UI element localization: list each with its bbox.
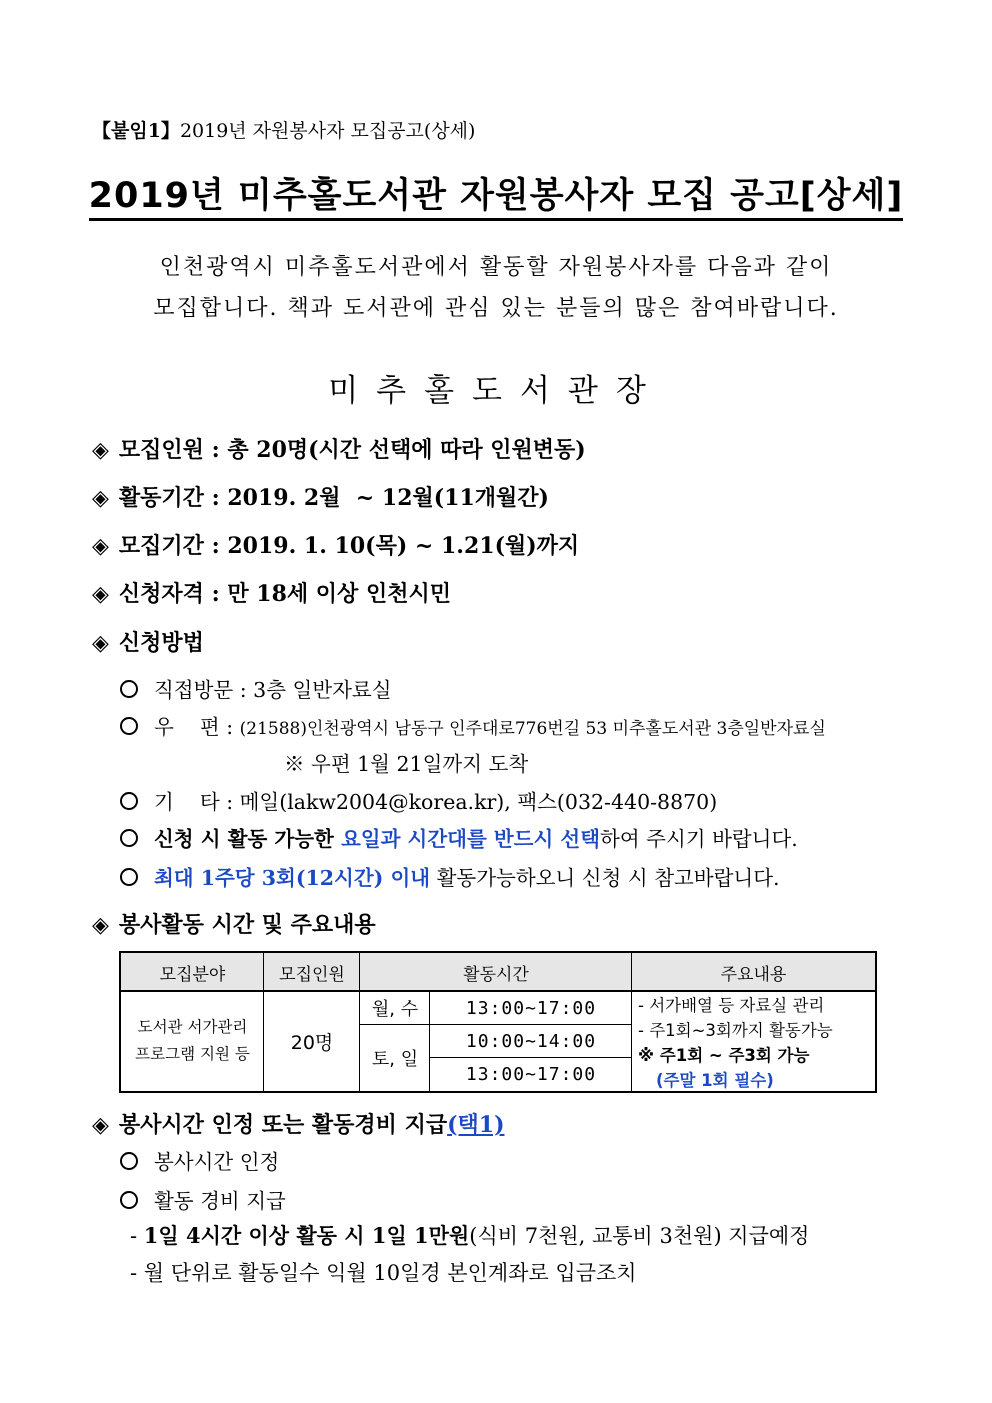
circle-bullet-icon [120,1191,138,1209]
notice-highlight: 최대 1주당 3회(12시간) 이내 [154,866,431,890]
benefit-detail-amount: - 1일 4시간 이상 활동 시 1일 1만원(식비 7천원, 교통비 3천원) 지급예정 [130,1223,810,1248]
table-time-row: 13:00~17:00 [465,997,597,1019]
method-visit: 직접방문 : 3층 일반자료실 [120,673,392,703]
table-time-row: 13:00~17:00 [465,1064,597,1085]
benefit-option-hours: 봉사시간 인정 [120,1145,279,1175]
table-content-cell: - 서가배열 등 자료실 관리 - 주1회~3회까지 활동가능 ※ 주1회 ~ 주3회 가능 (주말 1회 필수) [638,996,833,1090]
benefit-detail-payment: - 월 단위로 활동일수 익월 10일경 본인계좌로 입금조치 [130,1261,637,1285]
item-recruit-period: ◈ 모집기간 : 2019. 1. 10(목) ~ 1.21(월)까지 [92,533,580,559]
attachment-text: 2019년 자원봉사자 모집공고(상세) [179,120,476,142]
item-recruit: ◈ 모집인원 : 총 20명(시간 선택에 따라 인원변동) [92,437,586,463]
table-divider [429,991,430,1091]
method-etc: 기 타 : 메일(lakw2004@korea.kr), 팩스(032-440-8870) [120,785,717,815]
circle-bullet-icon [120,792,138,810]
table-header-time: 활동시간 [360,953,632,991]
diamond-icon: ◈ [92,485,109,511]
attachment-bracket: 【붙임1】 [92,120,180,142]
schedule-table [119,951,877,1093]
table-divider [359,953,360,1091]
circle-bullet-icon [120,1152,138,1170]
item-method: ◈ 신청방법 [92,630,204,656]
table-count-cell: 20명 [290,1031,334,1054]
table-divider [430,1057,632,1058]
benefit-choice-note: (택1) [447,1112,505,1138]
diamond-icon: ◈ [92,1112,109,1138]
method-post: 우 편 : (21588)인천광역시 남동구 인주대로776번길 53 미추홀도서관 3층일반자료실 [120,710,826,740]
diamond-icon: ◈ [92,630,109,656]
schedule-heading: ◈ 봉사활동 시간 및 주요내용 [92,912,376,938]
benefit-option-expense: 활동 경비 지급 [120,1184,286,1214]
item-qualification: ◈ 신청자격 : 만 18세 이상 인천시민 [92,581,451,607]
table-day-weekday: 월, 수 [371,999,419,1020]
table-divider [631,953,632,1091]
item-period: ◈ 활동기간 : 2019. 2월 ~ 12월(11개월간) [92,485,549,511]
diamond-icon: ◈ [92,581,109,607]
table-header-field: 모집분야 [121,953,264,991]
notice-highlight: 요일과 시간대를 반드시 선택 [340,827,601,851]
table-time-row: 10:00~14:00 [465,1031,597,1052]
notice-select-time: 신청 시 활동 가능한 요일과 시간대를 반드시 선택하여 주시기 바랍니다. [120,822,798,852]
table-divider [360,1024,632,1025]
post-address: (21588)인천광역시 남동구 인주대로776번길 53 미추홀도서관 3층일반자료실 [239,719,826,739]
circle-bullet-icon [120,717,138,735]
diamond-icon: ◈ [92,533,109,559]
post-note: ※ 우편 1월 21일까지 도착 [284,752,529,776]
organization-signature: 미추홀도서관장 [328,373,664,409]
circle-bullet-icon [120,868,138,886]
benefit-heading: ◈ 봉사시간 인정 또는 활동경비 지급(택1) [92,1112,505,1138]
table-divider [263,953,264,1091]
attachment-label [92,116,475,143]
diamond-icon: ◈ [92,912,109,938]
circle-bullet-icon [120,680,138,698]
table-header-content: 주요내용 [632,953,875,991]
table-field-cell: 도서관 서가관리 프로그램 지원 등 [135,1018,250,1063]
table-day-weekend: 토, 일 [371,1049,419,1070]
intro-line-1: 인천광역시 미추홀도서관에서 활동할 자원봉사자를 다음과 같이 [159,255,833,280]
notice-max-activity: 최대 1주당 3회(12시간) 이내 활동가능하오니 신청 시 참고바랍니다. [120,861,780,891]
page-title: 2019년 미추홀도서관 자원봉사자 모집 공고[상세] [0,168,992,218]
circle-bullet-icon [120,829,138,847]
intro-line-2: 모집합니다. 책과 도서관에 관심 있는 분들의 많은 참여바랍니다. [153,296,839,321]
diamond-icon: ◈ [92,437,109,463]
table-divider [121,990,875,992]
table-header-count: 모집인원 [264,953,360,991]
